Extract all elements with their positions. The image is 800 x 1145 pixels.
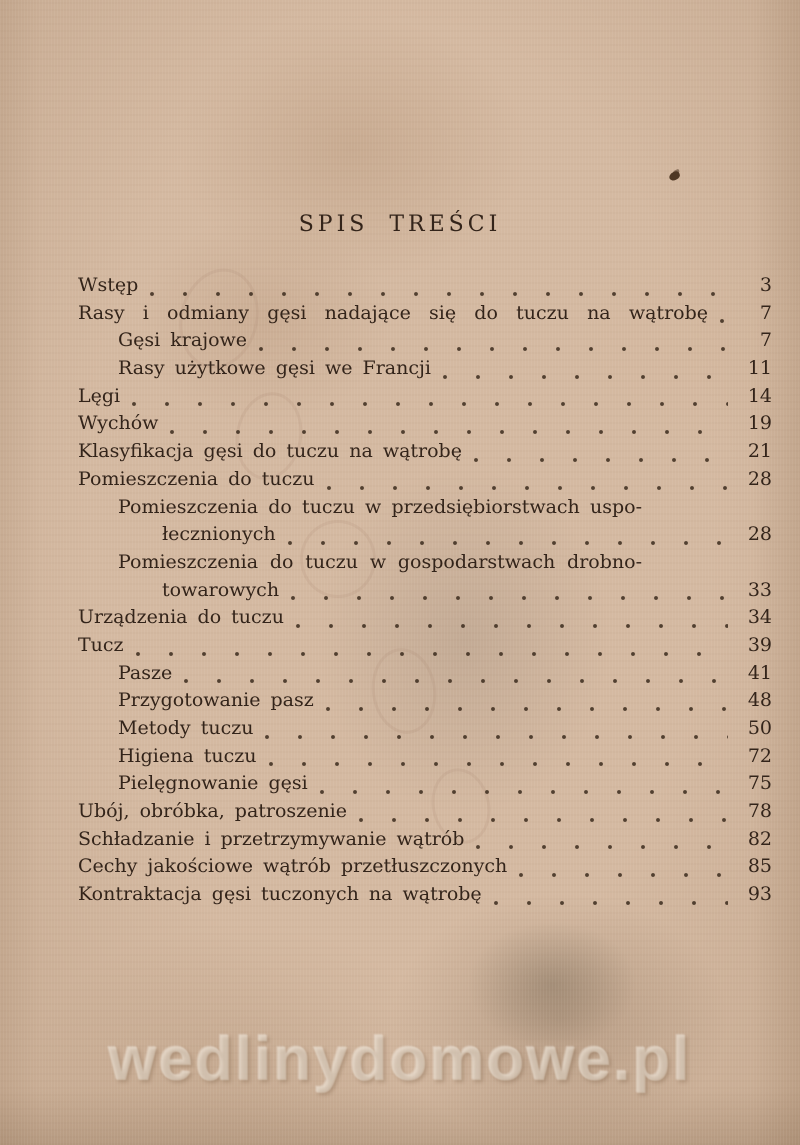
toc-page-number: 19 — [747, 412, 772, 435]
toc-page-number: 28 — [747, 467, 772, 490]
toc-page-number: 72 — [747, 744, 772, 767]
toc-entry — [78, 828, 772, 856]
toc-page-number: 50 — [747, 717, 772, 739]
toc-list — [78, 274, 772, 911]
toc-entry-label: Rasy użytkowe gęsi we Francji — [118, 357, 431, 380]
toc-page-number: 41 — [747, 661, 772, 684]
toc-page-number: 33 — [747, 578, 772, 601]
toc-leader-dots — [172, 662, 736, 690]
toc-page-number: 34 — [747, 606, 772, 629]
toc-entry — [78, 329, 772, 357]
toc-leader-dots — [464, 828, 736, 856]
toc-entry-label: Higiena tuczu — [118, 744, 257, 767]
toc-leader-dots — [120, 385, 736, 413]
toc-leader-dots — [158, 412, 736, 440]
toc-entry-label: Urządzenia do tuczu — [78, 606, 284, 629]
toc-entry-label: łecznionych — [162, 523, 276, 546]
toc-entry — [78, 302, 772, 330]
toc-page-number: 78 — [747, 800, 772, 823]
toc-entry — [78, 772, 772, 800]
toc-entry — [78, 523, 772, 551]
toc-entry — [78, 551, 772, 579]
toc-leader-dots — [462, 440, 736, 468]
toc-leader-dots — [482, 883, 736, 911]
toc-entry-label: Ubój, obróbka, patroszenie — [78, 800, 347, 823]
toc-entry — [78, 745, 772, 773]
toc-page-number: 28 — [747, 523, 772, 546]
toc-entry-label: Gęsi krajowe — [118, 329, 248, 352]
toc-entry-label: Wychów — [78, 412, 159, 435]
toc-page-number: 93 — [747, 883, 772, 906]
toc-page-number: 48 — [747, 689, 772, 712]
toc-entry-label: Pomieszczenia do tuczu — [78, 467, 315, 490]
toc-entry — [78, 385, 772, 413]
toc-entry — [78, 357, 772, 385]
toc-leader-dots — [253, 717, 736, 745]
toc-entry — [78, 579, 772, 607]
toc-leader-dots — [431, 357, 736, 385]
ink-speck — [668, 170, 681, 182]
page-title: SPIS TREŚCI — [298, 212, 502, 237]
toc-leader-dots — [708, 302, 736, 330]
toc-entry — [78, 440, 772, 468]
toc-entry — [78, 606, 772, 634]
toc-page-number: 21 — [747, 440, 772, 463]
toc-page-number: 82 — [747, 827, 772, 850]
toc-entry — [78, 634, 772, 662]
toc-leader-dots — [642, 496, 736, 524]
toc-entry — [78, 689, 772, 717]
toc-leader-dots — [507, 855, 736, 883]
toc-page-number: 75 — [747, 772, 772, 795]
toc-entry — [78, 800, 772, 828]
toc-leader-dots — [124, 634, 736, 662]
toc-entry — [78, 855, 772, 883]
toc-leader-dots — [247, 329, 736, 357]
toc-page-number: 39 — [747, 633, 772, 656]
toc-entry-label: Kontraktacja gęsi tuczonych na wątrobę — [78, 883, 482, 906]
toc-entry-label: Pomieszczenia do tuczu w przedsiębiorstwach uspo- — [118, 495, 642, 518]
toc-leader-dots — [308, 772, 736, 800]
toc-leader-dots — [315, 468, 736, 496]
toc-entry — [78, 274, 772, 302]
toc-leader-dots — [276, 523, 736, 551]
toc-entry-label: Cechy jakościowe wątrób przetłuszczonych — [78, 855, 508, 878]
toc-entry-label: Klasyfikacja gęsi do tuczu na wątrobę — [78, 440, 462, 463]
toc-entry-label: towarowych — [162, 578, 280, 601]
toc-entry — [78, 496, 772, 524]
toc-entry — [78, 883, 772, 911]
toc-page-number: 85 — [747, 855, 772, 878]
toc-leader-dots — [347, 800, 736, 828]
toc-entry-label: Rasy i odmiany gęsi nadające się do tuczu na wątrobę — [78, 301, 708, 324]
toc-entry-label: Lęgi — [78, 384, 121, 407]
toc-leader-dots — [257, 745, 737, 773]
toc-entry-label: Pomieszczenia do tuczu w gospodarstwach drobno- — [118, 550, 642, 573]
toc-entry-label: Wstęp — [78, 274, 139, 296]
toc-leader-dots — [314, 689, 736, 717]
toc-page-number: 14 — [747, 384, 772, 407]
toc-entry — [78, 468, 772, 496]
toc-entry-label: Tucz — [78, 633, 124, 656]
toc-entry-label: Pasze — [118, 661, 173, 684]
toc-entry-label: Pielęgnowanie gęsi — [118, 772, 308, 795]
toc-page-number: 11 — [747, 357, 772, 380]
toc-leader-dots — [279, 579, 736, 607]
toc-leader-dots — [284, 606, 736, 634]
toc-leader-dots — [138, 274, 736, 302]
toc-page-number: 3 — [759, 274, 772, 296]
toc-entry — [78, 412, 772, 440]
toc-entry — [78, 717, 772, 745]
toc-entry-label: Schładzanie i przetrzymywanie wątrób — [78, 827, 465, 850]
site-watermark: wedlinydomowe.pl — [108, 1025, 692, 1094]
toc-entry — [78, 662, 772, 690]
toc-page-number: 7 — [759, 329, 772, 352]
toc-page-number: 7 — [759, 301, 772, 324]
toc-entry-label: Metody tuczu — [118, 717, 254, 739]
toc-leader-dots — [642, 551, 736, 579]
toc-entry-label: Przygotowanie pasz — [118, 689, 314, 712]
